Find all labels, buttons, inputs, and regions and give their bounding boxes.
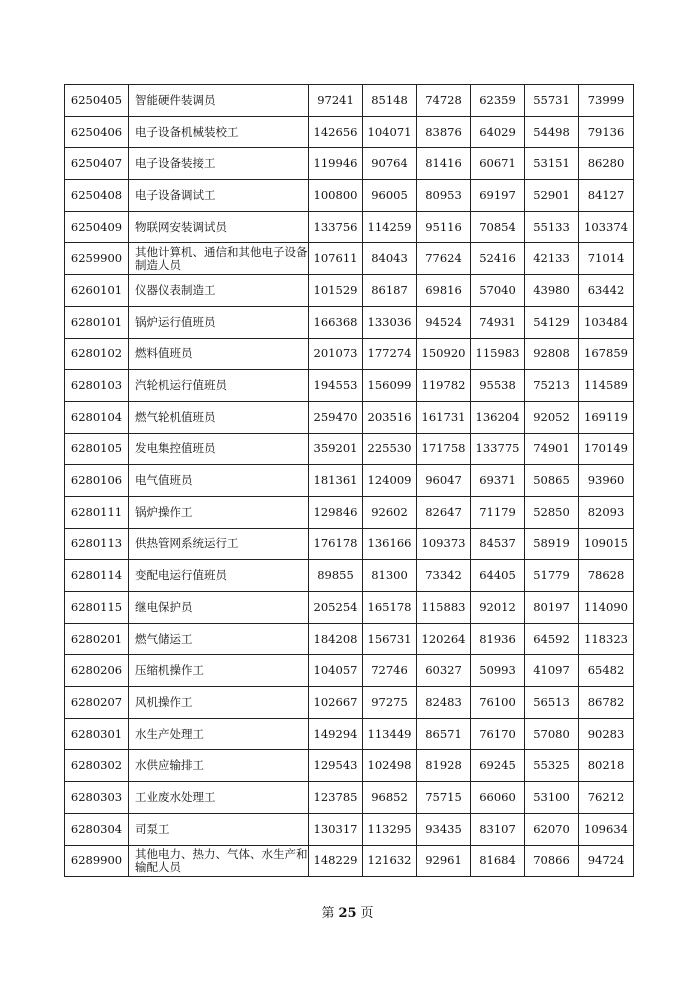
wage-value-cell: 96047 [417,465,471,497]
wage-value-cell: 129846 [309,496,363,528]
table-row [65,528,634,560]
occupation-name-cell: 其他计算机、通信和其他电子设备制造人员 [129,243,309,275]
wage-value-cell: 259470 [309,401,363,433]
wage-value-cell: 57040 [471,275,525,307]
wage-value-cell: 53151 [525,148,579,180]
occupation-code-cell: 6280206 [65,655,129,687]
wage-value-cell: 85148 [363,85,417,117]
occupation-code-cell: 6280103 [65,370,129,402]
wage-value-cell: 70854 [471,211,525,243]
wage-value-cell: 54129 [525,306,579,338]
wage-value-cell: 65482 [579,655,634,687]
wage-value-cell: 96852 [363,782,417,814]
wage-value-cell: 103374 [579,211,634,243]
wage-value-cell: 129543 [309,750,363,782]
wage-value-cell: 130317 [309,813,363,845]
wage-value-cell: 102498 [363,750,417,782]
wage-value-cell: 83876 [417,116,471,148]
occupation-code-cell: 6280102 [65,338,129,370]
wage-value-cell: 205254 [309,592,363,624]
occupation-name-cell: 发电集控值班员 [129,433,309,465]
occupation-code-cell: 6280114 [65,560,129,592]
wage-value-cell: 114090 [579,592,634,624]
wage-value-cell: 133756 [309,211,363,243]
wage-value-cell: 73342 [417,560,471,592]
wage-value-cell: 104057 [309,655,363,687]
wage-value-cell: 121632 [363,845,417,877]
wage-value-cell: 103484 [579,306,634,338]
wage-value-cell: 73999 [579,85,634,117]
wage-value-cell: 83107 [471,813,525,845]
wage-value-cell: 94524 [417,306,471,338]
wage-value-cell: 69245 [471,750,525,782]
occupation-code-cell: 6280105 [65,433,129,465]
table-row [65,338,634,370]
occupation-name-cell: 压缩机操作工 [129,655,309,687]
occupation-code-cell: 6250405 [65,85,129,117]
wage-value-cell: 58919 [525,528,579,560]
wage-value-cell: 194553 [309,370,363,402]
wage-value-cell: 76170 [471,718,525,750]
wage-value-cell: 86187 [363,275,417,307]
wage-value-cell: 64592 [525,623,579,655]
wage-value-cell: 82483 [417,687,471,719]
table-row [65,845,634,877]
occupation-code-cell: 6280104 [65,401,129,433]
table-row [65,85,634,117]
wage-value-cell: 136204 [471,401,525,433]
wage-value-cell: 62359 [471,85,525,117]
wage-value-cell: 71179 [471,496,525,528]
wage-value-cell: 78628 [579,560,634,592]
wage-value-cell: 72746 [363,655,417,687]
occupation-code-cell: 6280304 [65,813,129,845]
wage-value-cell: 114259 [363,211,417,243]
wage-value-cell: 82093 [579,496,634,528]
wage-value-cell: 75715 [417,782,471,814]
wage-value-cell: 115883 [417,592,471,624]
occupation-code-cell: 6280115 [65,592,129,624]
wage-value-cell: 167859 [579,338,634,370]
occupation-code-cell: 6259900 [65,243,129,275]
wage-value-cell: 92602 [363,496,417,528]
table-row [65,687,634,719]
wage-value-cell: 201073 [309,338,363,370]
wage-value-cell: 113449 [363,718,417,750]
table-body [65,85,634,877]
occupation-code-cell: 6280113 [65,528,129,560]
wage-value-cell: 64029 [471,116,525,148]
wage-value-cell: 104071 [363,116,417,148]
wage-value-cell: 84127 [579,180,634,212]
wage-value-cell: 133775 [471,433,525,465]
wage-value-cell: 63442 [579,275,634,307]
wage-value-cell: 43980 [525,275,579,307]
wage-value-cell: 92052 [525,401,579,433]
page-number: 25 [338,906,357,921]
wage-value-cell: 66060 [471,782,525,814]
wage-table [64,84,634,877]
wage-value-cell: 55325 [525,750,579,782]
table-row [65,116,634,148]
wage-value-cell: 42133 [525,243,579,275]
wage-value-cell: 133036 [363,306,417,338]
occupation-name-cell: 供热管网系统运行工 [129,528,309,560]
wage-value-cell: 84537 [471,528,525,560]
wage-value-cell: 225530 [363,433,417,465]
wage-value-cell: 79136 [579,116,634,148]
wage-value-cell: 50993 [471,655,525,687]
occupation-name-cell: 水供应输排工 [129,750,309,782]
wage-value-cell: 90283 [579,718,634,750]
occupation-code-cell: 6260101 [65,275,129,307]
table-row [65,750,634,782]
table-row [65,306,634,338]
wage-value-cell: 74901 [525,433,579,465]
wage-value-cell: 62070 [525,813,579,845]
wage-value-cell: 149294 [309,718,363,750]
occupation-name-cell: 锅炉运行值班员 [129,306,309,338]
wage-value-cell: 81928 [417,750,471,782]
wage-value-cell: 55731 [525,85,579,117]
occupation-name-cell: 电子设备调试工 [129,180,309,212]
occupation-code-cell: 6250409 [65,211,129,243]
wage-value-cell: 166368 [309,306,363,338]
wage-value-cell: 56513 [525,687,579,719]
occupation-code-cell: 6280301 [65,718,129,750]
wage-value-cell: 90764 [363,148,417,180]
wage-value-cell: 177274 [363,338,417,370]
wage-value-cell: 95116 [417,211,471,243]
occupation-name-cell: 电气值班员 [129,465,309,497]
wage-value-cell: 69371 [471,465,525,497]
wage-value-cell: 170149 [579,433,634,465]
wage-value-cell: 95538 [471,370,525,402]
wage-value-cell: 102667 [309,687,363,719]
wage-value-cell: 148229 [309,845,363,877]
wage-value-cell: 124009 [363,465,417,497]
wage-value-cell: 77624 [417,243,471,275]
wage-value-cell: 142656 [309,116,363,148]
occupation-name-cell: 物联网安装调试员 [129,211,309,243]
table-row [65,718,634,750]
wage-value-cell: 52850 [525,496,579,528]
wage-value-cell: 55133 [525,211,579,243]
wage-value-cell: 86782 [579,687,634,719]
table-row [65,243,634,275]
wage-value-cell: 74728 [417,85,471,117]
wage-value-cell: 71014 [579,243,634,275]
wage-value-cell: 80953 [417,180,471,212]
wage-value-cell: 41097 [525,655,579,687]
wage-value-cell: 169119 [579,401,634,433]
occupation-name-cell: 其他电力、热力、气体、水生产和输配人员 [129,845,309,877]
wage-value-cell: 86280 [579,148,634,180]
occupation-name-cell: 锅炉操作工 [129,496,309,528]
page-footer [0,902,695,921]
wage-value-cell: 109373 [417,528,471,560]
wage-value-cell: 75213 [525,370,579,402]
wage-value-cell: 92012 [471,592,525,624]
wage-value-cell: 57080 [525,718,579,750]
occupation-code-cell: 6280303 [65,782,129,814]
wage-value-cell: 52901 [525,180,579,212]
wage-value-cell: 70866 [525,845,579,877]
wage-value-cell: 81684 [471,845,525,877]
wage-value-cell: 51779 [525,560,579,592]
wage-value-cell: 94724 [579,845,634,877]
wage-value-cell: 359201 [309,433,363,465]
table-row [65,180,634,212]
wage-value-cell: 109015 [579,528,634,560]
occupation-name-cell: 仪器仪表制造工 [129,275,309,307]
table-row [65,433,634,465]
wage-value-cell: 93960 [579,465,634,497]
wage-value-cell: 76100 [471,687,525,719]
wage-value-cell: 107611 [309,243,363,275]
table-row [65,211,634,243]
table-row [65,813,634,845]
wage-value-cell: 80218 [579,750,634,782]
wage-value-cell: 156731 [363,623,417,655]
wage-value-cell: 64405 [471,560,525,592]
occupation-code-cell: 6280201 [65,623,129,655]
occupation-name-cell: 司泵工 [129,813,309,845]
wage-value-cell: 76212 [579,782,634,814]
occupation-code-cell: 6280111 [65,496,129,528]
wage-value-cell: 118323 [579,623,634,655]
wage-value-cell: 84043 [363,243,417,275]
table-row [65,592,634,624]
table-row [65,401,634,433]
occupation-code-cell: 6250407 [65,148,129,180]
table-row [65,655,634,687]
wage-value-cell: 89855 [309,560,363,592]
occupation-name-cell: 燃气储运工 [129,623,309,655]
wage-value-cell: 181361 [309,465,363,497]
wage-value-cell: 184208 [309,623,363,655]
wage-value-cell: 100800 [309,180,363,212]
wage-value-cell: 150920 [417,338,471,370]
occupation-code-cell: 6280302 [65,750,129,782]
wage-value-cell: 92808 [525,338,579,370]
table-row [65,782,634,814]
wage-value-cell: 101529 [309,275,363,307]
occupation-code-cell: 6250406 [65,116,129,148]
wage-value-cell: 115983 [471,338,525,370]
occupation-code-cell: 6280207 [65,687,129,719]
occupation-name-cell: 继电保护员 [129,592,309,624]
wage-value-cell: 52416 [471,243,525,275]
wage-value-cell: 80197 [525,592,579,624]
table-row [65,623,634,655]
wage-value-cell: 74931 [471,306,525,338]
occupation-name-cell: 汽轮机运行值班员 [129,370,309,402]
occupation-name-cell: 电子设备机械装校工 [129,116,309,148]
wage-value-cell: 60327 [417,655,471,687]
table-row [65,370,634,402]
occupation-code-cell: 6280101 [65,306,129,338]
wage-value-cell: 69197 [471,180,525,212]
wage-value-cell: 53100 [525,782,579,814]
wage-value-cell: 156099 [363,370,417,402]
occupation-name-cell: 水生产处理工 [129,718,309,750]
wage-value-cell: 113295 [363,813,417,845]
wage-value-cell: 119946 [309,148,363,180]
page-suffix: 页 [360,906,374,921]
wage-value-cell: 81416 [417,148,471,180]
occupation-name-cell: 燃气轮机值班员 [129,401,309,433]
wage-value-cell: 109634 [579,813,634,845]
occupation-name-cell: 风机操作工 [129,687,309,719]
table-row [65,465,634,497]
table-row [65,560,634,592]
wage-value-cell: 81300 [363,560,417,592]
wage-value-cell: 92961 [417,845,471,877]
wage-value-cell: 96005 [363,180,417,212]
wage-value-cell: 114589 [579,370,634,402]
wage-value-cell: 123785 [309,782,363,814]
occupation-name-cell: 变配电运行值班员 [129,560,309,592]
table-row [65,496,634,528]
table-row [65,275,634,307]
wage-value-cell: 161731 [417,401,471,433]
wage-value-cell: 120264 [417,623,471,655]
wage-value-cell: 69816 [417,275,471,307]
wage-value-cell: 86571 [417,718,471,750]
wage-value-cell: 119782 [417,370,471,402]
wage-value-cell: 60671 [471,148,525,180]
page-prefix: 第 [321,906,335,921]
wage-value-cell: 176178 [309,528,363,560]
occupation-name-cell: 燃料值班员 [129,338,309,370]
wage-value-cell: 82647 [417,496,471,528]
wage-value-cell: 81936 [471,623,525,655]
wage-value-cell: 50865 [525,465,579,497]
occupation-code-cell: 6250408 [65,180,129,212]
wage-value-cell: 203516 [363,401,417,433]
wage-value-cell: 97241 [309,85,363,117]
occupation-code-cell: 6280106 [65,465,129,497]
wage-value-cell: 171758 [417,433,471,465]
wage-value-cell: 136166 [363,528,417,560]
table-row [65,148,634,180]
occupation-name-cell: 智能硬件装调员 [129,85,309,117]
wage-value-cell: 54498 [525,116,579,148]
occupation-name-cell: 电子设备装接工 [129,148,309,180]
occupation-code-cell: 6289900 [65,845,129,877]
wage-value-cell: 93435 [417,813,471,845]
wage-value-cell: 97275 [363,687,417,719]
occupation-name-cell: 工业废水处理工 [129,782,309,814]
wage-value-cell: 165178 [363,592,417,624]
